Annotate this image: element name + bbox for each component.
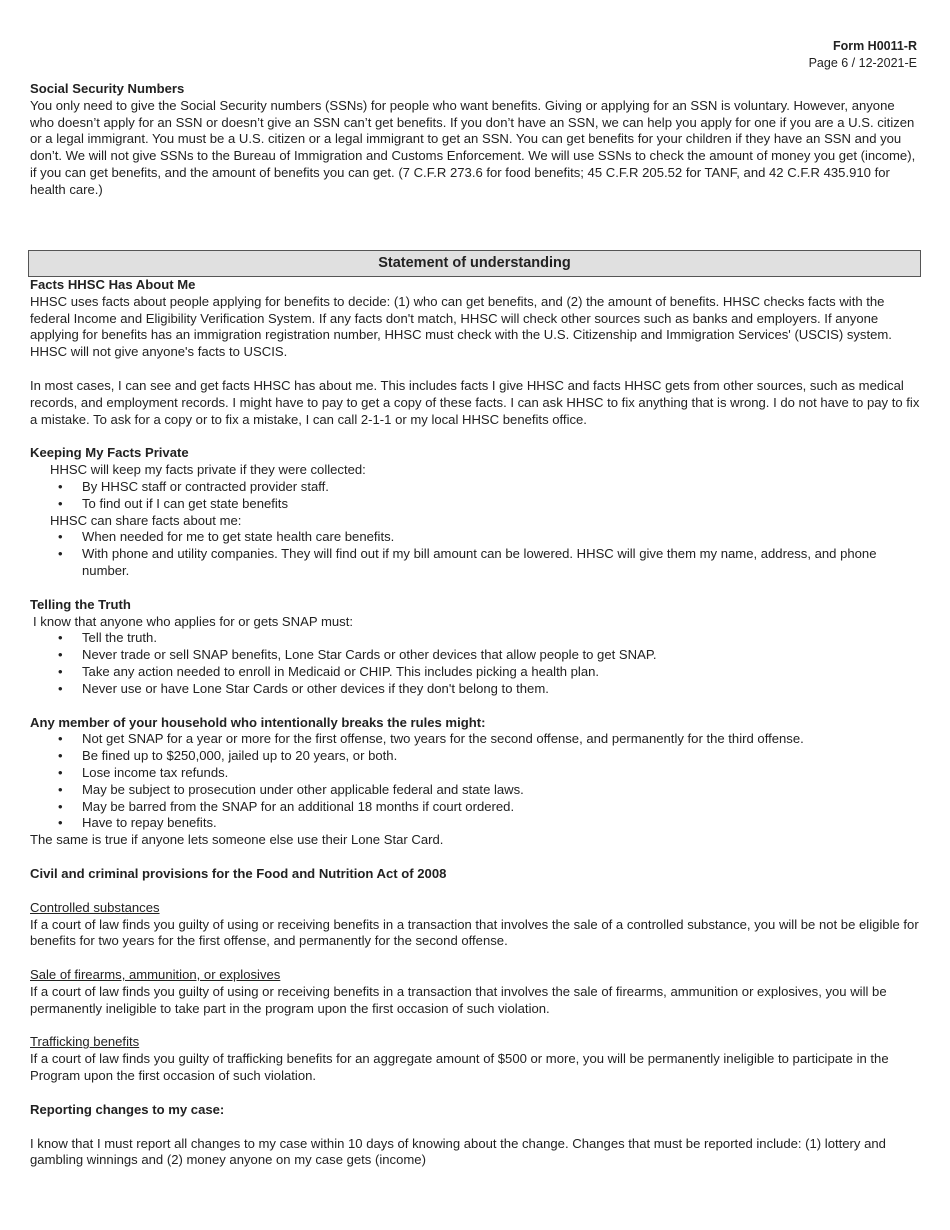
list-item: • Not get SNAP for a year or more for the first offense, two years for the second offense, and permanently for the third offense.: [30, 731, 920, 748]
list-item: • Never use or have Lone Star Cards or other devices if they don't belong to them.: [30, 681, 920, 698]
controlled-title: Controlled substances: [30, 899, 160, 915]
civil-title: Civil and criminal provisions for the Food and Nutrition Act of 2008: [30, 865, 447, 881]
changes-title: Reporting changes to my case:: [30, 1101, 225, 1117]
ssn-section: [30, 81, 920, 199]
facts-paragraph-1: HHSC uses facts about people applying for benefits to decide: (1) who can get benefits, and (2) the amount of benefits. HHSC checks facts with the federal Income and Eligibility Verification System. If any facts don't match, HHSC will check other sources such as banks and employers. If anyone applying for benefits has an immigration registration number, HHSC must check with the U.S. Citizenship and Immigration Services' (USCIS) system. HHSC will not give anyone's facts to USCIS.: [30, 293, 892, 360]
trafficking-body: If a court of law finds you guilty of trafficking benefits for an aggregate amount of $500 or more, you will be permanently ineligible to participate in the Program upon the first occasion of such violation.: [30, 1051, 889, 1084]
truth-title: Telling the Truth: [30, 596, 131, 612]
list-item: • Tell the truth.: [30, 630, 920, 647]
facts-title: Facts HHSC Has About Me: [30, 277, 196, 292]
firearms-title: Sale of firearms, ammunition, or explosives: [30, 967, 281, 983]
list-item: • Never trade or sell SNAP benefits, Lone Star Cards or other devices that allow people to get SNAP.: [30, 647, 920, 664]
rules-footer: The same is true if anyone lets someone else use their Lone Star Card.: [30, 832, 444, 848]
private-list-2: [30, 529, 920, 579]
private-title: Keeping My Facts Private: [30, 445, 189, 461]
ssn-title: Social Security Numbers: [30, 81, 185, 96]
list-item: • Take any action needed to enroll in Medicaid or CHIP. This includes picking a health plan.: [30, 664, 920, 681]
controlled-body: If a court of law finds you guilty of using or receiving benefits in a transaction that involves the sale of a controlled substance, you will be not be eligible for benefits for two years for the first offense, and permanently for the second offense.: [30, 916, 919, 949]
list-item: • When needed for me to get state health care benefits.: [30, 529, 920, 546]
statement-body: [30, 277, 920, 1169]
private-list-1: [30, 479, 920, 513]
list-item: • May be subject to prosecution under other applicable federal and state laws.: [30, 782, 920, 799]
list-item: • Be fined up to $250,000, jailed up to 20 years, or both.: [30, 748, 920, 765]
ssn-body: You only need to give the Social Security numbers (SSNs) for people who want benefits. Giving or applying for an SSN is voluntary. However, anyone who doesn’t apply for an SSN or doesn’t give an SSN can’t get benefits. If you don’t have an SSN, we can help you apply for one if you are a U.S. citizen or a legal immigrant. You must be a U.S. citizen or a legal immigrant to get an SSN. You can get benefits for your children if they have an SSN and you don’t. We will not give SSNs to the Bureau of Immigration and Customs Enforcement. We will use SSNs to check the amount of money you get (income), if you can get benefits, and the amount of benefits you can get. (7 C.F.R 273.6 for food benefits; 45 C.F.R 205.52 for TANF, and 42 C.F.R 435.910 for health care.): [30, 97, 916, 197]
list-item: • With phone and utility companies. They will find out if my bill amount can be lowered. HHSC will give them my name, address, and phone number.: [30, 546, 920, 580]
trafficking-title: Trafficking benefits: [30, 1034, 140, 1050]
page-info: Page 6 / 12-2021-E: [808, 56, 917, 70]
changes-body: I know that I must report all changes to my case within 10 days of knowing about the change. Changes that must be reported include: (1) lottery and gambling winnings and (2) money anyone on my case gets (income): [30, 1135, 886, 1168]
private-intro-2: HHSC can share facts about me:: [50, 512, 242, 528]
facts-paragraph-2: In most cases, I can see and get facts HHSC has about me. This includes facts I give HHSC and facts HHSC gets from other sources, such as medical records, and employment records. I might have to pay to get a copy of these facts. I can ask HHSC to fix anything that is wrong. I do not have to pay to fix a mistake. To ask for a copy or to fix a mistake, I can call 2-1-1 or my local HHSC benefits office.: [30, 377, 920, 427]
list-item: • Have to repay benefits.: [30, 815, 920, 832]
list-item: • Lose income tax refunds.: [30, 765, 920, 782]
truth-list: [30, 630, 920, 697]
list-item: • By HHSC staff or contracted provider staff.: [30, 479, 920, 496]
form-header: [809, 38, 917, 72]
rules-list: [30, 731, 920, 832]
private-intro-1: HHSC will keep my facts private if they were collected:: [50, 462, 366, 478]
firearms-body: If a court of law finds you guilty of using or receiving benefits in a transaction that involves the sale of firearms, ammunition or explosives, you will be permanently ineligible to take part in the program upon the first occasion of such violation.: [30, 983, 887, 1016]
list-item: • May be barred from the SNAP for an additional 18 months if court ordered.: [30, 799, 920, 816]
list-item: • To find out if I can get state benefits: [30, 496, 920, 513]
statement-banner: Statement of understanding: [28, 250, 921, 277]
form-number: Form H0011-R: [832, 39, 917, 53]
rules-title: Any member of your household who intentionally breaks the rules might:: [30, 714, 486, 730]
truth-intro: I know that anyone who applies for or gets SNAP must:: [33, 613, 353, 629]
